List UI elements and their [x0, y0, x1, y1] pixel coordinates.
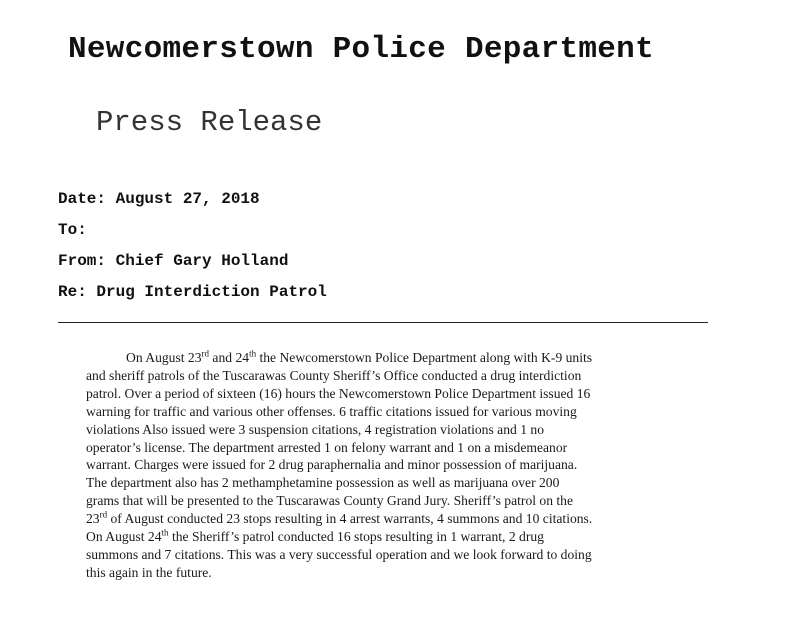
body-line: grams that will be presented to the Tuscarawas County Grand Jury. Sheriff’s patrol on the	[86, 493, 574, 509]
memo-header	[58, 184, 327, 308]
department-title: Newcomerstown Police Department	[68, 32, 654, 67]
body-line: violations Also issued were 3 suspension citations, 4 registration violations and 1 no	[86, 421, 544, 437]
body-line: 23rd of August conducted 23 stops resulting in 4 arrest warrants, 4 summons and 10 citations.	[86, 509, 593, 527]
body-line: The department also has 2 methamphetamine possession as well as marijuana over 200	[86, 475, 560, 491]
body-line: warrant. Charges were issued for 2 drug paraphernalia and minor possession of marijuana.	[86, 457, 578, 473]
body-line: On August 24th the Sheriff’s patrol conducted 16 stops resulting in 1 warrant, 2 drug	[86, 527, 544, 545]
press-release-body	[86, 349, 718, 582]
body-line: operator’s license. The department arrested 1 on felony warrant and 1 on a misdemeanor	[86, 439, 568, 455]
document-type-heading: Press Release	[96, 106, 323, 139]
body-line: patrol. Over a period of sixteen (16) hours the Newcomerstown Police Department issued 16	[86, 385, 591, 401]
memo-from: From: Chief Gary Holland	[58, 252, 289, 270]
body-line: On August 23rd and 24th the Newcomerstown Police Department along with K-9 units	[126, 348, 593, 365]
memo-to: To:	[58, 221, 87, 239]
memo-date: Date: August 27, 2018	[58, 190, 260, 208]
body-line: this again in the future.	[86, 564, 212, 580]
memo-subject: Re: Drug Interdiction Patrol	[58, 283, 327, 301]
body-line: warning for traffic and various other offenses. 6 traffic citations issued for various moving	[86, 403, 577, 419]
header-divider	[58, 322, 708, 323]
body-line: summons and 7 citations. This was a very successful operation and we look forward to doing	[86, 546, 592, 562]
body-line: and sheriff patrols of the Tuscarawas County Sheriff’s Office conducted a drug interdiction	[86, 367, 582, 383]
